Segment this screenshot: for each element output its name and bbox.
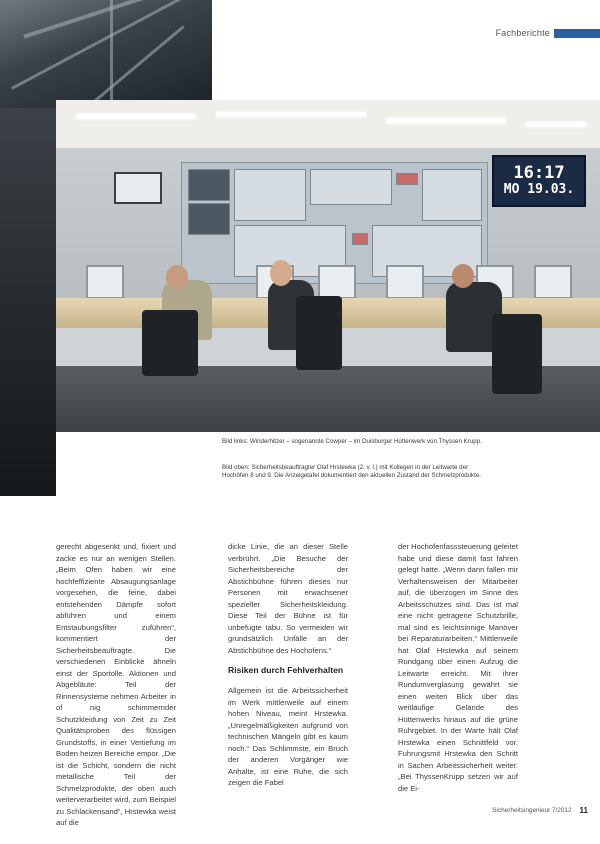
desk-monitor bbox=[318, 265, 356, 299]
desk-monitor bbox=[86, 265, 124, 299]
page-number: 11 bbox=[579, 806, 588, 815]
subheading: Risiken durch Fehlverhalten bbox=[228, 665, 344, 675]
caption-left: Bild links: Winderhitzer – sogenannte Cowper – im Duisburger Hüttenwerk von Thyssen Krupp. bbox=[222, 438, 482, 445]
cowper-photo bbox=[0, 0, 212, 108]
section-tag bbox=[496, 26, 600, 40]
column-1-text: gerecht abgesenkt und, fixiert und zacke es nur an wenigen Stellen. „Beim Ofen haben wir eine hochfeffiziente Absaugungsanlage vorgesehen, die feine, dabei entstehenden Dämpfe sofort abführen und einem Entstaubungsfilter zuführen“, kommentiert der Sicherheitsbeauftragte. Die verschiedenen Einblicke ähneln einst der Sportolle. Aktionen und Abgebläute: Teil der Rinnensysteme nehmen Arbeiter in of nig schimmernder Schutzkleidung von Zeit zu Zeit Qualitätsproben des flüssigen Grundstoffs, in einer Vertiefung im Boden heizen Bereiche empor. „Die ist die Schicht, sondern die nicht metallische Teil der Schmelzprodukte, der oben auch weiterverarbeitet wird, zum Beispiel zu Schlackensand“, Hrstewka weist auf die bbox=[56, 542, 176, 827]
journal-title: Sicherheitsingenieur 7/2012 bbox=[492, 807, 572, 814]
operator-right-head bbox=[452, 264, 474, 288]
office-chair bbox=[492, 314, 542, 394]
photo-caption bbox=[212, 432, 600, 496]
caption-top: Bild oben: Sicherheitsbeauftragter Olaf Hrstewka (2. v. l.) mit Kollegen in der Leitwarte der Hochöfen 8 und 9. Die Anzeigetafel dokumentiert den aktuellen Zustand der Schmelzprodukte. bbox=[222, 464, 482, 480]
office-chair bbox=[296, 296, 342, 370]
desk-monitor bbox=[386, 265, 424, 299]
office-chair bbox=[142, 310, 198, 376]
section-title: Fachberichte bbox=[495, 28, 550, 38]
text-column-2 bbox=[228, 541, 348, 789]
clock-time: 16:17 bbox=[513, 163, 565, 184]
operator-left-head bbox=[166, 265, 188, 289]
column-2-text-top: dicke Linie, die an dieser Stelle verbrührt. „Die Besuche der Sicherheitsbereiche der Abstichbühne führen dieses nur Personen mit erwachsener spezieller Sicherheitskleidung. Diese Teil der Bühne ist für unbefugte tabu. So vermeiden wir grundsätzlich Unfälle an der Abstichbühne des Hochofens.“ bbox=[228, 542, 348, 655]
text-column-3 bbox=[398, 541, 518, 794]
cowper-photo-strip bbox=[0, 108, 56, 496]
control-room-photo bbox=[56, 100, 600, 432]
ceiling bbox=[56, 100, 600, 148]
page-footer bbox=[492, 806, 588, 815]
column-3-text: der Hochofenfasssteuerung geleitet habe und diese damit fast fahren gelegt hatte. „Wenn dann fallen mir Verhaltensweisen der Mitarbeiter auf, die überzogen im Sinne des Arbeitsschutzes sind. Das ist mal eine nicht getragene Schutzbrille, mal sind es leichtsinnige Manöver bei Reparaturarbeiten.“ Mittlerweile hat Olaf Hrstewka auf seinem Rundgang über einen Aufzug die Leitwarte erreicht. Mit ihrer Rundumverglasung gewährt sie einen weiten Blick über das weitläufige Gelände des Hüttenwerks hinaus auf die grüne Ruhrgebiet. In der Warte hält Olaf Hrstewka einen Schnittfeld vor. Fuhrungsmit Hrstewka den Schritt in Sachen Arbeitssicherheit weiter. „Bei ThyssenKrupp setzen wir auf die Ei- bbox=[398, 542, 518, 793]
wall-monitor bbox=[114, 172, 162, 204]
text-column-1 bbox=[56, 541, 176, 829]
digital-clock bbox=[492, 155, 586, 207]
desk-monitor bbox=[534, 265, 572, 299]
operator-middle-head bbox=[270, 260, 292, 286]
clock-date: MO 19.03. bbox=[503, 182, 575, 198]
section-color-bar bbox=[554, 29, 600, 38]
column-2-text-bottom: Allgemein ist die Arbeitssicherheit im Werk mittlerweile auf einem hohen Niveau, meint Hrstewka. „Unregelmäßigkeiten aufgrund von technischen Mängeln gibt es kaum noch.“ Das Schlimmste, ein Bruch der anderen Vorgänger wie Anhalte, ist eine Ruhe, die sich zeigen die Fabel bbox=[228, 686, 348, 787]
